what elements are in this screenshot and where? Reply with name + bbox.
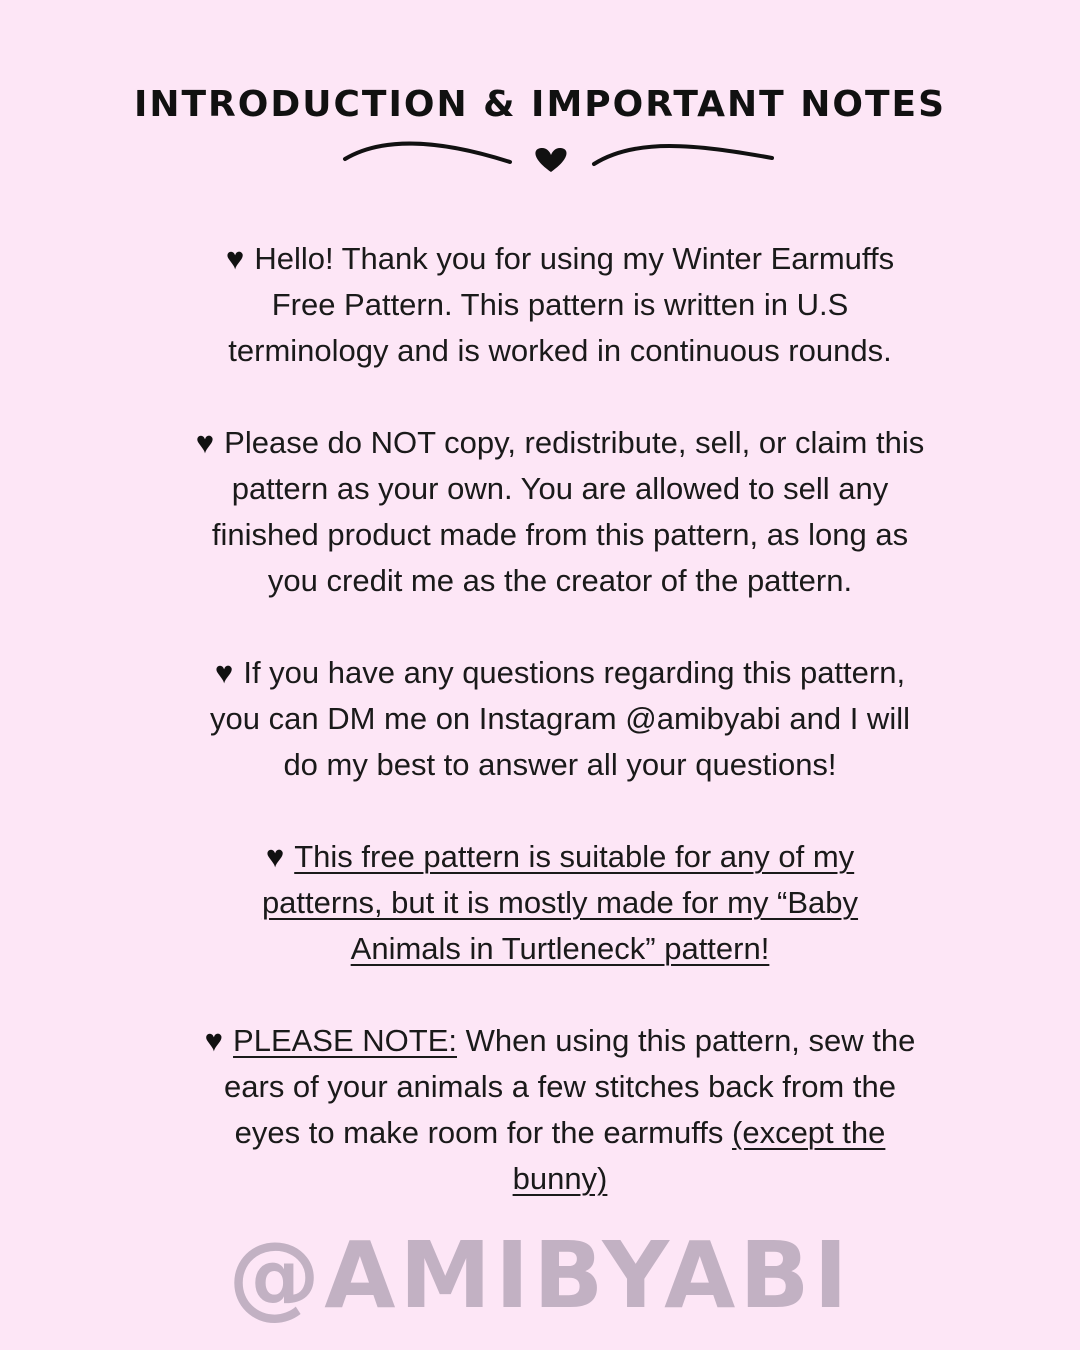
note-line: Free Pattern. This pattern is written in U.S xyxy=(271,287,849,322)
decorative-divider xyxy=(335,136,780,176)
heart-icon: ♥ xyxy=(214,655,234,690)
heart-icon: ♥ xyxy=(204,1023,224,1058)
note-line: Please do NOT copy, redistribute, sell, or claim this xyxy=(224,425,925,460)
note-line: ears of your animals a few stitches back from the xyxy=(224,1069,896,1104)
watermark-handle: @AMIBYABI xyxy=(228,1222,852,1329)
heart-icon xyxy=(535,148,566,172)
note-line: pattern as your own. You are allowed to sell any xyxy=(231,471,889,506)
note-paragraph-intro xyxy=(150,236,970,374)
note-paragraph-please-note xyxy=(150,1018,970,1202)
notes-content xyxy=(150,236,970,1248)
note-line: This free pattern is suitable for any of my xyxy=(294,839,855,874)
underlined-exception: bunny) xyxy=(512,1161,608,1196)
note-paragraph-copyright xyxy=(150,420,970,604)
heart-icon: ♥ xyxy=(265,839,285,874)
please-note-label: PLEASE NOTE: xyxy=(233,1023,457,1058)
page-title: INTRODUCTION & IMPORTANT NOTES xyxy=(133,84,947,125)
note-line: If you have any questions regarding this pattern, xyxy=(243,655,906,690)
note-line: When using this pattern, sew the xyxy=(465,1023,916,1058)
note-line: eyes to make room for the earmuffs xyxy=(234,1115,724,1150)
note-line: finished product made from this pattern, as long as xyxy=(211,517,909,552)
note-line: do my best to answer all your questions! xyxy=(283,747,837,782)
note-line: terminology and is worked in continuous rounds. xyxy=(228,333,892,368)
note-line: you credit me as the creator of the pattern. xyxy=(267,563,853,598)
divider-left-swirl xyxy=(345,144,510,162)
note-paragraph-suitability xyxy=(150,834,970,972)
underlined-exception: (except the xyxy=(732,1115,886,1150)
divider-right-swirl xyxy=(594,146,772,164)
heart-icon: ♥ xyxy=(195,425,215,460)
heart-icon: ♥ xyxy=(225,241,245,276)
note-paragraph-questions xyxy=(150,650,970,788)
note-line: Hello! Thank you for using my Winter Earmuffs xyxy=(254,241,895,276)
note-line: you can DM me on Instagram @amibyabi and I will xyxy=(210,701,910,736)
note-line: Animals in Turtleneck” pattern! xyxy=(350,931,770,966)
note-line: patterns, but it is mostly made for my “Baby xyxy=(261,885,859,920)
